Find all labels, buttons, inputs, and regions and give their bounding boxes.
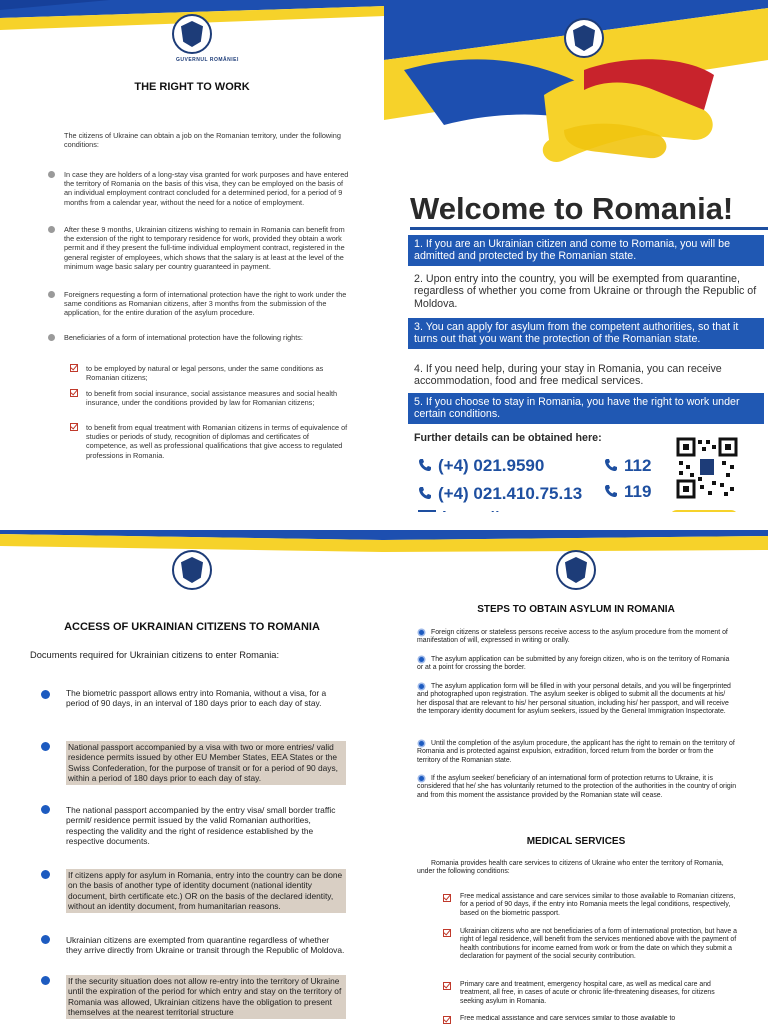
list-item: In case they are holders of a long-stay visa granted for work purposes and have entered the territory of Romania on the basis of this visa, they can be employed on the basis of an individual employment contract concluded for a determined period, for a period of 9 months from a calendar year, without the need for a notice of employment.: [48, 170, 352, 207]
further-details-label: Further details can be obtained here:: [414, 432, 602, 444]
intro-text: Documents required for Ukrainian citizens to enter Romania:: [30, 650, 280, 660]
right-to-work-panel: [0, 0, 384, 512]
bullet-icon: [48, 171, 55, 178]
check-item: to benefit from social insurance, social assistance measures and social health insurance, under the conditions provided by law for Romanian citizens;: [70, 389, 352, 407]
step-2: 2. Upon entry into the country, you will be exempted from quarantine, regardless of whether you come from Ukraine or through the Republic of Moldova.: [414, 273, 757, 310]
phone-link[interactable]: (+4) 021.9590: [418, 456, 544, 476]
welcome-title: Welcome to Romania!: [410, 191, 734, 226]
phone-icon: [418, 486, 432, 500]
qr-code[interactable]: [676, 437, 738, 499]
intro-text: The citizens of Ukraine can obtain a job on the Romanian territory, under the following conditions:: [64, 131, 341, 150]
check-item: Free medical assistance and care services similar to those available to: [460, 1015, 676, 1022]
list-item: If the security situation does not allow re-entry into the territory of Ukraine until the expiration of the period for which entry and stay on the territory of Romania was allowed, Ukrainian citizens have the obligation to present themselves at the nearest territorial structure: [66, 975, 346, 1019]
fold-divider: [0, 512, 768, 530]
bullet-icon: [41, 870, 50, 879]
bullet-icon: [41, 690, 50, 699]
checkbox-icon: [443, 894, 451, 902]
government-crest-icon: [556, 550, 596, 590]
bullet-icon: [41, 976, 50, 985]
step-1: 1. If you are an Ukrainian citizen and come to Romania, you will be admitted and protected by the Romanian state.: [408, 235, 764, 266]
check-item: Primary care and treatment, emergency hospital care, as well as medical care and treatment, all free, in cases of acute or chronic life-threatening diseases, for citizens seeking asylum in Romania.: [460, 981, 715, 1005]
list-item: The asylum application form will be filled in with your personal details, and you will be fingerprinted and photographed upon registration. The asylum seeker is obliged to submit all the documents at his/ her disposal that are relevant to his/ her personal situation, including his/ her passport, and will receive the temporary identity document for asylum seekers, issued by the General Immigration Inspectorate.: [417, 683, 731, 715]
checkbox-icon: [70, 364, 78, 372]
list-item: Ukrainian citizens are exempted from quarantine regardless of whether they arrive directly from Ukraine or transit through the Republic of Moldova.: [66, 935, 345, 956]
list-item: The national passport accompanied by the entry visa/ small border traffic permit/ residence permit issued by the valid Romanian authorities, respecting the validity and the right of residence established by the respective documents.: [66, 805, 336, 847]
section-title: THE RIGHT TO WORK: [134, 81, 250, 93]
step-5: 5. If you choose to stay in Romania, you have the right to work under certain conditions.: [408, 393, 764, 424]
check-item: to be employed by natural or legal persons, under the same conditions as Romanian citizens;: [70, 364, 352, 382]
phone-icon: [604, 458, 618, 472]
bullet-icon: [41, 742, 50, 751]
bullet-icon: [41, 805, 50, 814]
check-item: Free medical assistance and care services similar to those available to Romanian citizens, for a period of 90 days, if the entry into Romania meets the legal conditions, respectively, based on the biometric passport.: [460, 893, 736, 917]
step-4: 4. If you need help, during your stay in Romania, you can receive accommodation, food and free medical services.: [414, 363, 722, 388]
government-crest-icon: [172, 550, 212, 590]
list-item: If the asylum seeker/ beneficiary of an international form of protection returns to Ukraine, it is considered that he/ she has voluntarily returned to the protection of the authorities in the country of origin and from this moment the assistance provided by the Romanian state will cease.: [417, 775, 737, 799]
list-item: The biometric passport allows entry into Romania, without a visa, for a period of 90 days, in an interval of 180 days prior to each day of stay.: [66, 688, 327, 709]
checkbox-icon: [443, 929, 451, 937]
check-item: Ukrainian citizens who are not beneficiaries of a form of international protection, but have a right of legal residence, will benefit from the services mentioned above with the payment of health contributions for income earned from work or from the date on which they submit a declaration for payment of the social security contribution.: [460, 928, 737, 960]
section-title: ACCESS OF UKRAINIAN CITIZENS TO ROMANIA: [64, 621, 320, 633]
bullet-icon: [41, 935, 50, 944]
checkbox-icon: [70, 389, 78, 397]
checkbox-icon: [70, 423, 78, 431]
phone-link[interactable]: 112: [604, 456, 651, 476]
phone-icon: [418, 458, 432, 472]
step-3: 3. You can apply for asylum from the competent authorities, so that it turns out that you want the protection of the Romanian state.: [408, 318, 764, 349]
phone-link[interactable]: 119: [604, 482, 651, 502]
list-item: If citizens apply for asylum in Romania, entry into the country can be done on the basis of another type of identity document (national identity document, birth certificate etc.) OR on the basis of the declared identity, without an identity document, from humanitarian reasons.: [66, 869, 346, 913]
list-item: The asylum application can be submitted by any foreign citizen, who is on the territory of Romania or at a point for crossing the border.: [417, 656, 730, 672]
bullet-icon: [48, 291, 55, 298]
list-item: Foreigners requesting a form of international protection have the right to work under the same conditions as Romanian citizens, after 3 months from the submission of the application, for the entire duration of the asylum procedure.: [48, 290, 352, 318]
government-crest-icon: [564, 18, 604, 58]
intro-text: Romania provides health care services to citizens of Ukraine who enter the territory of Romania, under the following conditions:: [417, 860, 724, 876]
phone-link[interactable]: (+4) 021.410.75.13: [418, 484, 582, 504]
checkbox-icon: [443, 1016, 451, 1024]
list-item: Foreign citizens or stateless persons receive access to the asylum procedure from the moment of manifestation of will, expressed in writing or orally.: [417, 629, 728, 645]
bullet-icon: [48, 226, 55, 233]
list-item: National passport accompanied by a visa with two or more entries/ valid residence permits issued by other EU Member States, EEA States or the Swiss Confederation, for the purpose of transit or for a period of 90 days, within a period of 180 days prior to each day of stay.: [66, 741, 346, 785]
list-item: Beneficiaries of a form of international protection have the following rights:: [48, 333, 352, 342]
government-crest-icon: [172, 14, 212, 54]
title-underline: [410, 227, 768, 230]
crest-label: GUVERNUL ROMÂNIEI: [176, 57, 239, 63]
phone-icon: [604, 484, 618, 498]
section-title: STEPS TO OBTAIN ASYLUM IN ROMANIA: [477, 604, 675, 615]
bullet-icon: [48, 334, 55, 341]
list-item: After these 9 months, Ukrainian citizens wishing to remain in Romania can benefit from the extension of the right to temporary residence for work, provided they obtain a work permit and if they present the full-time individual employment contract, registered in the general register of employees, which shows that the salary is at least at the level of the minimum wage basic salary per country guaranteed in payment.: [48, 225, 352, 271]
list-item: Until the completion of the asylum procedure, the applicant has the right to remain on the territory of Romania and is protected against expulsion, extradition, forced return from the border or from the territory of the Romanian state.: [417, 740, 735, 764]
section-title: MEDICAL SERVICES: [526, 836, 626, 847]
checkbox-icon: [443, 982, 451, 990]
check-item: to benefit from equal treatment with Romanian citizens in terms of equivalence of studies or periods of study, recognition of diplomas and certificates of competence, as well as professional qualifications that give access to regulated professions in Romania.: [70, 423, 352, 460]
